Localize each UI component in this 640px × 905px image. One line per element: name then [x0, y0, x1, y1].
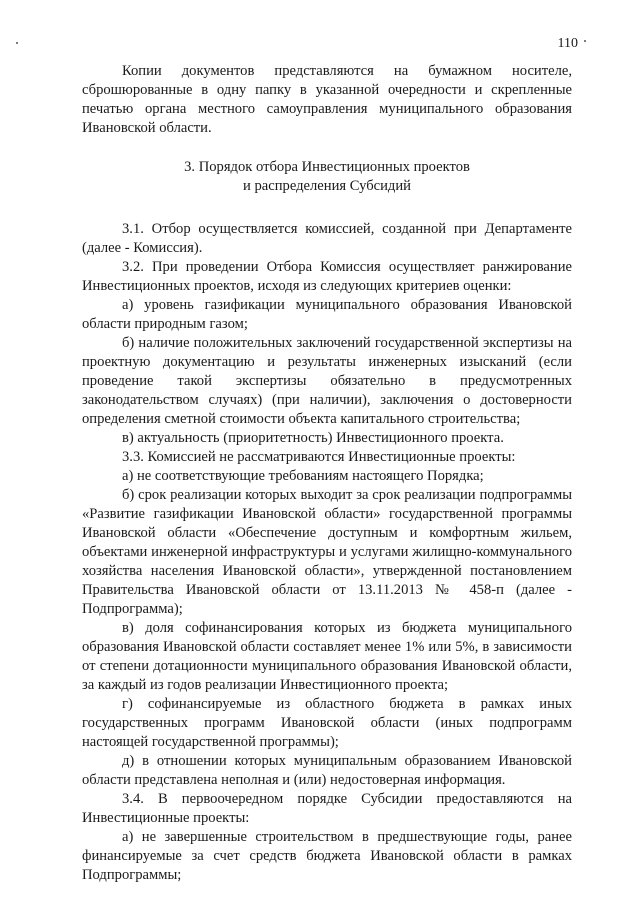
- priority-a: а) не завершенные строительством в предшествующие годы, ранее финансируемые за счет средств бюджета Ивановской области в рамках Подпрограммы;: [82, 829, 572, 883]
- page-number: 110: [557, 36, 578, 51]
- exclusion-v: в) доля софинансирования которых из бюджета муниципального образования Ивановской области составляет менее 1% или 5%, в зависимости от степени дотационности муниципального образования Ивановской области, за каждый из годов реализации Инвестиционного проекта;: [82, 620, 572, 693]
- intro-paragraph: Копии документов представляются на бумажном носителе, сброшюрованные в одну папку в указанной очередности и скрепленные печатью органа местного самоуправления муниципального образования Ивановской области.: [82, 63, 572, 136]
- paragraph-3-3: 3.3. Комиссией не рассматриваются Инвестиционные проекты:: [122, 449, 516, 465]
- paragraph-3-1: 3.1. Отбор осуществляется комиссией, созданной при Департаменте (далее - Комиссия).: [82, 221, 572, 256]
- paragraph-3-4: 3.4. В первоочередном порядке Субсидии предоставляются на Инвестиционные проекты:: [82, 791, 572, 826]
- exclusion-d: д) в отношении которых муниципальным образованием Ивановской области представлена неполная и (или) недостоверная информация.: [82, 753, 572, 788]
- scan-speck: [16, 42, 18, 44]
- section-title-line-2: и распределения Субсидий: [243, 178, 411, 194]
- paragraph-3-2: 3.2. При проведении Отбора Комиссия осуществляет ранжирование Инвестиционных проектов, исходя из следующих критериев оценки:: [82, 259, 572, 294]
- exclusion-g: г) софинансируемые из областного бюджета в рамках иных государственных программ Ивановской области (иных подпрограмм настоящей государственной программы);: [82, 696, 572, 750]
- criterion-b: б) наличие положительных заключений государственной экспертизы на проектную документацию и результаты инженерных изысканий (если проведение такой экспертизы обязательно в предусмотренных законодательством случаях) (при наличии), заключения о достоверности определения сметной стоимости объекта капитального строительства;: [82, 335, 572, 427]
- document-body: [82, 62, 572, 885]
- section-title-line-1: 3. Порядок отбора Инвестиционных проектов: [184, 159, 470, 175]
- criterion-v: в) актуальность (приоритетность) Инвестиционного проекта.: [122, 430, 504, 446]
- exclusion-a: а) не соответствующие требованиям настоящего Порядка;: [122, 468, 484, 484]
- exclusion-b: б) срок реализации которых выходит за срок реализации подпрограммы «Развитие газификации Ивановской области» государственной программы Ивановской области «Обеспечение доступным и комфортным жильем, объектами инженерной инфраструктуры и услугами жилищно-коммунального хозяйства населения Ивановской области», утвержденной постановлением Правительства Ивановской области от 13.11.2013 № 458-п (далее - Подпрограмма);: [82, 487, 572, 617]
- criterion-a: а) уровень газификации муниципального образования Ивановской области природным газом;: [82, 297, 572, 332]
- section-heading: [82, 158, 572, 196]
- scan-speck: [584, 40, 586, 42]
